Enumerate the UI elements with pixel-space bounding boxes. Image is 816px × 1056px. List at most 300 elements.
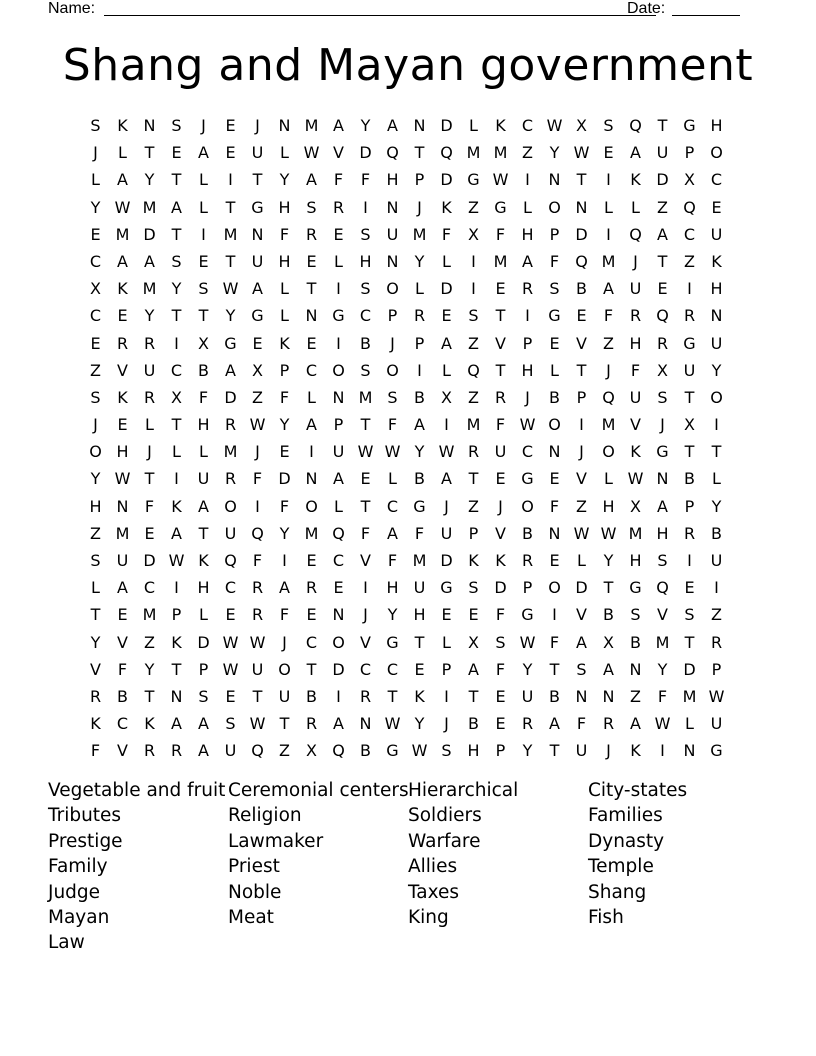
grid-letter: D bbox=[575, 224, 588, 244]
grid-letter: J bbox=[255, 116, 260, 135]
grid-letter: M bbox=[601, 251, 616, 271]
grid-letter: G bbox=[467, 170, 480, 190]
grid-letter: B bbox=[198, 360, 209, 380]
grid-letter: T bbox=[225, 251, 236, 271]
grid-letter: I bbox=[282, 551, 287, 570]
grid-letter: X bbox=[468, 632, 479, 652]
grid-letter: T bbox=[252, 686, 263, 706]
grid-letter: T bbox=[144, 469, 155, 489]
grid-letter: I bbox=[687, 279, 692, 299]
grid-letter: S bbox=[657, 387, 668, 407]
grid-letter: Y bbox=[657, 659, 668, 679]
grid-letter: A bbox=[333, 469, 344, 489]
grid-letter: Y bbox=[279, 170, 290, 190]
grid-letter: T bbox=[198, 523, 209, 543]
grid-letter: W bbox=[600, 523, 617, 543]
grid-letter: N bbox=[332, 605, 345, 625]
grid-letter: L bbox=[388, 469, 397, 489]
grid-letter: U bbox=[251, 659, 264, 679]
grid-letter: R bbox=[602, 714, 615, 734]
grid-letter: E bbox=[225, 116, 236, 135]
grid-letter: J bbox=[633, 251, 638, 271]
word-list-item: Prestige bbox=[48, 830, 123, 852]
grid-letter: T bbox=[684, 387, 695, 407]
grid-letter: S bbox=[198, 279, 209, 299]
grid-letter: E bbox=[495, 469, 506, 489]
grid-letter: P bbox=[522, 333, 533, 353]
grid-letter: E bbox=[495, 686, 506, 706]
grid-letter: F bbox=[333, 170, 344, 190]
grid-letter: H bbox=[710, 116, 723, 135]
grid-letter: Z bbox=[630, 686, 641, 706]
grid-letter: A bbox=[171, 714, 182, 734]
grid-letter: H bbox=[521, 224, 534, 244]
grid-letter: J bbox=[444, 714, 449, 734]
grid-letter: L bbox=[199, 605, 208, 625]
grid-letter: S bbox=[171, 251, 182, 271]
grid-letter: G bbox=[494, 197, 507, 217]
grid-letter: O bbox=[710, 387, 723, 407]
grid-letter: H bbox=[413, 605, 426, 625]
grid-letter: J bbox=[282, 632, 287, 652]
grid-letter: A bbox=[387, 523, 398, 543]
grid-letter: T bbox=[306, 659, 317, 679]
grid-letter: T bbox=[468, 469, 479, 489]
grid-letter: U bbox=[224, 741, 237, 761]
grid-letter: V bbox=[495, 333, 506, 353]
grid-letter: L bbox=[604, 469, 613, 489]
grid-letter: C bbox=[386, 496, 399, 516]
grid-letter: F bbox=[252, 469, 263, 489]
grid-letter: R bbox=[359, 686, 372, 706]
grid-letter: A bbox=[306, 415, 317, 435]
grid-letter: F bbox=[603, 306, 614, 326]
word-list bbox=[48, 778, 738, 956]
grid-letter: S bbox=[468, 306, 479, 326]
grid-letter: L bbox=[469, 116, 478, 135]
grid-letter: R bbox=[170, 741, 183, 761]
grid-letter: K bbox=[117, 279, 128, 299]
grid-letter: V bbox=[117, 360, 128, 380]
grid-letter: Z bbox=[603, 333, 614, 353]
grid-letter: S bbox=[198, 686, 209, 706]
grid-letter: F bbox=[117, 659, 128, 679]
grid-letter: S bbox=[90, 116, 101, 135]
grid-letter: R bbox=[683, 306, 696, 326]
grid-letter: D bbox=[683, 659, 696, 679]
grid-letter: V bbox=[576, 605, 587, 625]
grid-letter: E bbox=[603, 143, 614, 163]
grid-letter: I bbox=[552, 605, 557, 625]
grid-letter: B bbox=[630, 632, 641, 652]
grid-letter: M bbox=[493, 251, 508, 271]
word-list-item: Priest bbox=[228, 856, 280, 878]
grid-letter: P bbox=[387, 306, 398, 326]
grid-letter: U bbox=[710, 333, 723, 353]
grid-letter: A bbox=[522, 251, 533, 271]
grid-letter: Q bbox=[440, 143, 453, 163]
grid-letter: X bbox=[468, 224, 479, 244]
grid-letter: E bbox=[225, 143, 236, 163]
grid-letter: D bbox=[143, 224, 156, 244]
grid-letter: E bbox=[549, 333, 560, 353]
grid-letter: Y bbox=[711, 360, 722, 380]
word-list-item: Tributes bbox=[48, 805, 122, 827]
grid-letter: W bbox=[492, 170, 509, 190]
grid-letter: K bbox=[630, 741, 641, 761]
grid-letter: F bbox=[495, 605, 506, 625]
grid-letter: L bbox=[118, 143, 127, 163]
grid-letter: N bbox=[386, 197, 399, 217]
grid-letter: O bbox=[224, 496, 237, 516]
grid-letter: F bbox=[495, 415, 506, 435]
grid-letter: F bbox=[657, 686, 668, 706]
grid-letter: G bbox=[386, 632, 399, 652]
grid-letter: E bbox=[495, 714, 506, 734]
grid-letter: O bbox=[521, 496, 534, 516]
grid-letter: W bbox=[438, 442, 455, 462]
grid-letter: H bbox=[278, 197, 291, 217]
grid-letter: J bbox=[93, 415, 98, 435]
grid-letter: Y bbox=[360, 116, 371, 135]
grid-letter: T bbox=[414, 632, 425, 652]
word-list-item: Temple bbox=[588, 856, 654, 878]
grid-letter: R bbox=[521, 551, 534, 570]
grid-letter: J bbox=[201, 116, 206, 135]
grid-letter: A bbox=[387, 116, 398, 135]
grid-letter: S bbox=[306, 197, 317, 217]
grid-letter: V bbox=[657, 605, 668, 625]
grid-letter: D bbox=[143, 551, 156, 570]
grid-letter: U bbox=[494, 442, 507, 462]
grid-letter: O bbox=[548, 197, 561, 217]
grid-letter: L bbox=[334, 496, 343, 516]
grid-letter: Z bbox=[522, 143, 533, 163]
grid-letter: N bbox=[656, 469, 669, 489]
grid-letter: E bbox=[279, 442, 290, 462]
grid-letter: L bbox=[604, 197, 613, 217]
grid-letter: V bbox=[117, 632, 128, 652]
grid-letter: U bbox=[683, 360, 696, 380]
grid-letter: T bbox=[603, 578, 614, 598]
grid-letter: N bbox=[602, 686, 615, 706]
grid-letter: E bbox=[333, 578, 344, 598]
grid-letter: A bbox=[198, 496, 209, 516]
grid-letter: I bbox=[687, 551, 692, 570]
grid-letter: R bbox=[89, 686, 102, 706]
grid-letter: X bbox=[90, 279, 101, 299]
grid-letter: Z bbox=[711, 605, 722, 625]
grid-letter: C bbox=[143, 578, 156, 598]
grid-letter: B bbox=[414, 469, 425, 489]
grid-letter: U bbox=[710, 224, 723, 244]
grid-letter: L bbox=[415, 279, 424, 299]
grid-letter: M bbox=[115, 224, 130, 244]
grid-letter: L bbox=[145, 415, 154, 435]
word-list-item: Dynasty bbox=[588, 830, 665, 852]
grid-letter: W bbox=[654, 714, 671, 734]
grid-letter: M bbox=[655, 632, 670, 652]
grid-letter: R bbox=[467, 442, 480, 462]
grid-letter: S bbox=[684, 605, 695, 625]
grid-letter: M bbox=[466, 415, 481, 435]
grid-letter: N bbox=[683, 741, 696, 761]
grid-letter: C bbox=[359, 659, 372, 679]
grid-letter: Q bbox=[629, 116, 642, 135]
grid-letter: T bbox=[171, 224, 182, 244]
grid-letter: H bbox=[629, 551, 642, 570]
grid-letter: U bbox=[656, 143, 669, 163]
grid-letter: F bbox=[630, 360, 641, 380]
grid-letter: Z bbox=[90, 360, 101, 380]
grid-letter: F bbox=[360, 523, 371, 543]
grid-letter: M bbox=[304, 116, 319, 135]
grid-letter: W bbox=[222, 659, 239, 679]
grid-letter: M bbox=[358, 387, 373, 407]
grid-letter: Y bbox=[90, 197, 101, 217]
grid-letter: D bbox=[575, 578, 588, 598]
grid-letter: R bbox=[251, 605, 264, 625]
grid-letter: U bbox=[251, 143, 264, 163]
grid-letter: E bbox=[117, 306, 128, 326]
grid-letter: Z bbox=[279, 741, 290, 761]
grid-letter: L bbox=[442, 632, 451, 652]
grid-letter: E bbox=[144, 523, 155, 543]
grid-letter: Y bbox=[144, 306, 155, 326]
grid-letter: M bbox=[682, 686, 697, 706]
grid-letter: G bbox=[710, 741, 723, 761]
grid-letter: I bbox=[309, 442, 314, 462]
grid-letter: Y bbox=[279, 415, 290, 435]
grid-letter: A bbox=[198, 714, 209, 734]
grid-letter: T bbox=[495, 306, 506, 326]
grid-letter: F bbox=[441, 224, 452, 244]
grid-letter: E bbox=[225, 605, 236, 625]
grid-letter: S bbox=[360, 279, 371, 299]
grid-letter: C bbox=[224, 578, 237, 598]
grid-letter: C bbox=[710, 170, 723, 190]
grid-letter: Z bbox=[657, 197, 668, 217]
grid-letter: I bbox=[714, 578, 719, 598]
grid-letter: A bbox=[441, 333, 452, 353]
grid-letter: Y bbox=[603, 551, 614, 570]
grid-letter: L bbox=[577, 551, 586, 570]
grid-letter: E bbox=[576, 306, 587, 326]
grid-letter: U bbox=[629, 279, 642, 299]
grid-letter: G bbox=[413, 496, 426, 516]
grid-letter: V bbox=[495, 523, 506, 543]
grid-letter: N bbox=[413, 116, 426, 135]
grid-letter: L bbox=[91, 578, 100, 598]
grid-letter: I bbox=[471, 279, 476, 299]
grid-letter: G bbox=[386, 741, 399, 761]
grid-letter: P bbox=[198, 659, 209, 679]
grid-letter: U bbox=[251, 251, 264, 271]
grid-letter: X bbox=[684, 415, 695, 435]
grid-letter: H bbox=[278, 251, 291, 271]
grid-letter: Q bbox=[575, 251, 588, 271]
grid-letter: I bbox=[444, 415, 449, 435]
grid-letter: Q bbox=[656, 306, 669, 326]
grid-letter: Y bbox=[522, 741, 533, 761]
grid-letter: P bbox=[468, 523, 479, 543]
grid-letter: L bbox=[280, 306, 289, 326]
grid-letter: I bbox=[579, 415, 584, 435]
grid-letter: K bbox=[711, 251, 722, 271]
grid-letter: E bbox=[306, 251, 317, 271]
grid-letter: T bbox=[171, 306, 182, 326]
grid-letter: O bbox=[710, 143, 723, 163]
grid-letter: V bbox=[333, 143, 344, 163]
grid-letter: R bbox=[116, 333, 129, 353]
grid-letter: T bbox=[144, 143, 155, 163]
grid-letter: D bbox=[332, 659, 345, 679]
grid-letter: K bbox=[144, 714, 155, 734]
grid-letter: T bbox=[576, 170, 587, 190]
grid-letter: Z bbox=[468, 197, 479, 217]
grid-letter: A bbox=[171, 523, 182, 543]
grid-letter: A bbox=[657, 496, 668, 516]
grid-letter: R bbox=[143, 387, 156, 407]
grid-letter: O bbox=[602, 442, 615, 462]
grid-letter: Q bbox=[386, 143, 399, 163]
grid-letter: J bbox=[498, 496, 503, 516]
grid-letter: N bbox=[170, 686, 183, 706]
grid-letter: T bbox=[252, 170, 263, 190]
grid-letter: P bbox=[549, 224, 560, 244]
grid-letter: Z bbox=[144, 632, 155, 652]
grid-letter: M bbox=[142, 279, 157, 299]
date-field[interactable] bbox=[672, 0, 740, 16]
grid-letter: T bbox=[495, 360, 506, 380]
grid-letter: Y bbox=[90, 469, 101, 489]
grid-letter: D bbox=[224, 387, 237, 407]
grid-letter: A bbox=[171, 197, 182, 217]
grid-letter: Q bbox=[602, 387, 615, 407]
grid-letter: E bbox=[549, 469, 560, 489]
grid-letter: G bbox=[440, 578, 453, 598]
grid-letter: W bbox=[249, 632, 266, 652]
grid-letter: U bbox=[116, 551, 129, 570]
grid-letter: Z bbox=[90, 523, 101, 543]
grid-letter: S bbox=[360, 360, 371, 380]
grid-letter: C bbox=[386, 659, 399, 679]
grid-letter: F bbox=[576, 714, 587, 734]
grid-letter: S bbox=[549, 279, 560, 299]
grid-letter: E bbox=[414, 659, 425, 679]
grid-letter: K bbox=[279, 333, 290, 353]
grid-letter: R bbox=[305, 224, 318, 244]
grid-letter: T bbox=[306, 279, 317, 299]
grid-letter: B bbox=[117, 686, 128, 706]
grid-letter: E bbox=[90, 333, 101, 353]
grid-letter: R bbox=[656, 333, 669, 353]
grid-letter: I bbox=[363, 197, 368, 217]
grid-letter: A bbox=[549, 714, 560, 734]
grid-letter: I bbox=[336, 686, 341, 706]
grid-letter: C bbox=[170, 360, 183, 380]
grid-letter: A bbox=[198, 741, 209, 761]
grid-letter: R bbox=[305, 578, 318, 598]
grid-letter: T bbox=[657, 116, 668, 135]
grid-letter: Y bbox=[225, 306, 236, 326]
grid-letter: D bbox=[197, 632, 210, 652]
word-list-item: Noble bbox=[228, 881, 282, 903]
grid-letter: S bbox=[441, 741, 452, 761]
grid-letter: H bbox=[197, 415, 210, 435]
grid-letter: U bbox=[224, 523, 237, 543]
grid-letter: X bbox=[252, 360, 263, 380]
grid-letter: R bbox=[332, 197, 345, 217]
grid-letter: L bbox=[91, 170, 100, 190]
date-label: Date: bbox=[627, 0, 666, 17]
grid-letter: H bbox=[602, 496, 615, 516]
grid-letter: N bbox=[575, 197, 588, 217]
grid-letter: T bbox=[711, 442, 722, 462]
grid-letter: N bbox=[548, 523, 561, 543]
grid-letter: O bbox=[332, 632, 345, 652]
grid-letter: P bbox=[495, 741, 506, 761]
grid-letter: Y bbox=[279, 523, 290, 543]
grid-letter: J bbox=[444, 496, 449, 516]
grid-letter: F bbox=[279, 605, 290, 625]
word-list-item: Judge bbox=[48, 881, 101, 903]
grid-letter: M bbox=[223, 442, 238, 462]
grid-letter: U bbox=[710, 714, 723, 734]
grid-letter: A bbox=[468, 659, 479, 679]
grid-letter: Y bbox=[387, 605, 398, 625]
grid-letter: Y bbox=[414, 442, 425, 462]
grid-letter: J bbox=[93, 143, 98, 163]
grid-letter: E bbox=[360, 469, 371, 489]
grid-letter: E bbox=[684, 578, 695, 598]
grid-letter: B bbox=[684, 469, 695, 489]
name-label: Name: bbox=[48, 0, 96, 17]
grid-letter: T bbox=[360, 496, 371, 516]
grid-letter: B bbox=[522, 523, 533, 543]
grid-letter: G bbox=[683, 116, 696, 135]
grid-letter: A bbox=[657, 224, 668, 244]
grid-letter: P bbox=[333, 415, 344, 435]
grid-letter: Z bbox=[468, 496, 479, 516]
grid-letter: N bbox=[251, 224, 264, 244]
grid-letter: J bbox=[606, 741, 611, 761]
grid-letter: S bbox=[576, 659, 587, 679]
grid-letter: Q bbox=[251, 523, 264, 543]
grid-letter: C bbox=[521, 116, 534, 135]
word-list-item: Vegetable and fruit bbox=[48, 780, 226, 801]
grid-letter: F bbox=[495, 659, 506, 679]
grid-letter: H bbox=[89, 496, 102, 516]
grid-letter: M bbox=[466, 143, 481, 163]
word-list-item: Warfare bbox=[408, 830, 481, 852]
grid-letter: I bbox=[660, 741, 665, 761]
grid-letter: K bbox=[630, 442, 641, 462]
grid-letter: R bbox=[413, 306, 426, 326]
word-list-item: Meat bbox=[228, 906, 274, 928]
name-field[interactable] bbox=[104, 0, 656, 16]
grid-letter: C bbox=[89, 306, 102, 326]
grid-letter: I bbox=[606, 170, 611, 190]
grid-letter: L bbox=[307, 387, 316, 407]
grid-letter: W bbox=[573, 523, 590, 543]
grid-letter: A bbox=[441, 469, 452, 489]
grid-letter: W bbox=[249, 415, 266, 435]
grid-letter: I bbox=[174, 333, 179, 353]
grid-letter: C bbox=[521, 442, 534, 462]
grid-letter: U bbox=[521, 686, 534, 706]
grid-letter: D bbox=[359, 143, 372, 163]
